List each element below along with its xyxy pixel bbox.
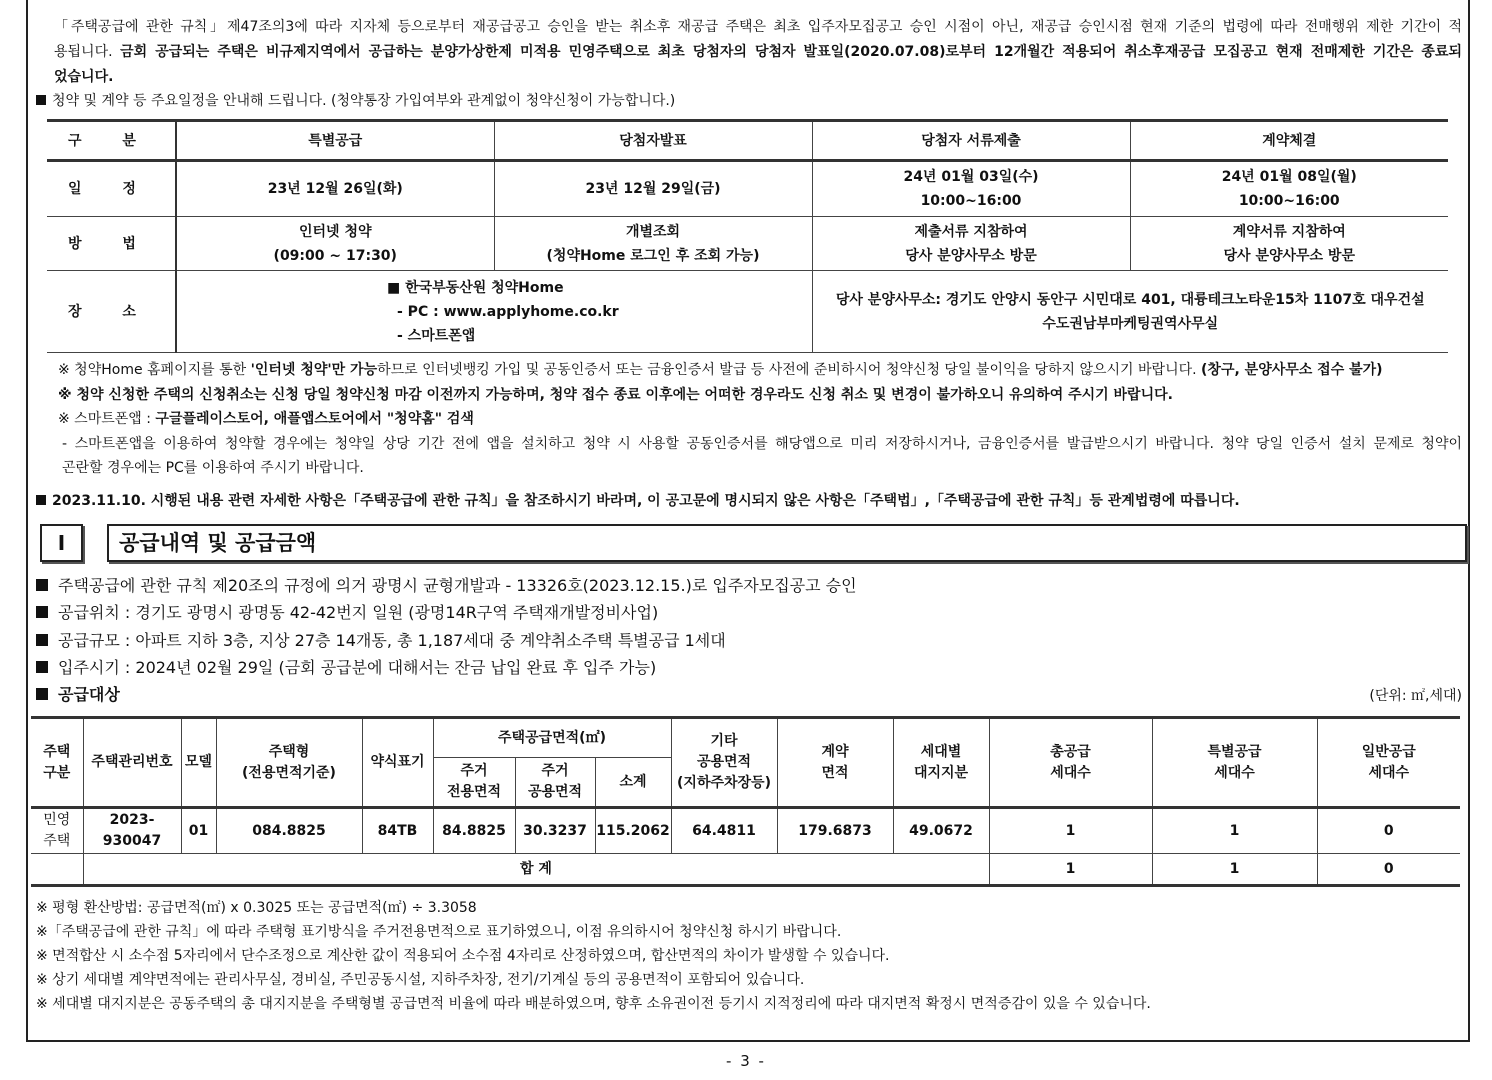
supply-table [31,716,1460,887]
bullet-square-icon [36,95,46,105]
note-smartphone: ※ 스마트폰앱 : 구글플레이스토어, 애플앱스토어에서 "청약홈" 검색 [58,411,474,427]
cell-land-share: 49.0672 [893,808,989,854]
note-app-line-1: - 스마트폰앱을 이용하여 청약할 경우에는 청약일 상당 기간 전에 앱을 설치하고 청약 시 사용할 공동인증서를 해당앱으로 미리 저장하시거나, 금융인증서를 발급받으시기 바랍니다. 청약 당일 인증서 설치 문제로 청약이 [62,436,1462,452]
schedule-cell: 인터넷 청약 (09:00 ~ 17:30) [176,217,494,271]
header-contract-area: 계약 면적 [777,718,893,808]
section-title: 공급내역 및 공급금액 [107,524,1467,562]
table-sum-row [31,854,1460,886]
unit-label: (단위: ㎡,세대) [1369,688,1462,704]
sum-special-units: 1 [1152,854,1317,886]
cell-total-units: 1 [989,808,1152,854]
place-applyhome: ■ 한국부동산원 청약Home - PC : www.applyhome.co.kr - 스마트폰앱 [176,271,812,353]
cell-general-units: 0 [1317,808,1460,854]
schedule-cell: 제출서류 지참하여 당사 분양사무소 방문 [812,217,1130,271]
cell-model: 01 [181,808,216,854]
header-abbr: 약식표기 [362,718,433,808]
schedule-row-label: 장 소 [47,271,176,353]
cell-type: 민영 주택 [31,808,83,854]
intro-line-2: 용됩니다. 금회 공급되는 주택은 비규제지역에서 공급하는 분양가상한제 미적용 민영주택으로 최초 당첨자의 당첨자 발표일(2020.07.08)로부터 12개월간 적용되어 취소후재공급 모집공고 현재 전매제한 기간은 종료되 [54,44,1462,60]
header-general-units: 일반공급 세대수 [1317,718,1460,808]
cell-mgmt-no: 2023-930047 [83,808,181,854]
bullet-scale: 공급규모 : 아파트 지하 3층, 지상 27층 14개동, 총 1,187세대 중 계약취소주택 특별공급 1세대 [36,628,726,654]
bullet-approval: 주택공급에 관한 규칙 제20조의 규정에 의거 광명시 균형개발과 - 13326호(2023.12.15.)로 입주자모집공고 승인 [36,573,857,599]
schedule-row-label: 방 법 [47,217,176,271]
bullet-square-icon [36,579,48,591]
header-exclusive: 주거 전용면적 [433,758,515,808]
schedule-cell: 23년 12월 26일(화) [176,161,494,217]
note-contract-area: ※ 상기 세대별 계약면적에는 관리사무실, 경비실, 주민공동시설, 지하주차장, 전기/기계실 등의 공용면적이 포함되어 있습니다. [36,972,805,988]
table-row [31,808,1460,854]
sum-general-units: 0 [1317,854,1460,886]
law-note: 2023.11.10. 시행된 내용 관련 자세한 사항은「주택공급에 관한 규칙」을 참조하시기 바라며, 이 공고문에 명시되지 않은 사항은「주택법」,「주택공급에 관한 규칙」등 관계법령에 따릅니다. [36,489,1240,514]
header-special-units: 특별공급 세대수 [1152,718,1317,808]
page-number: - 3 - [726,1052,766,1070]
schedule-header: 계약체결 [1130,121,1448,161]
header-model: 모델 [181,718,216,808]
bullet-location: 공급위치 : 경기도 광명시 광명동 42-42번지 일원 (광명14R구역 주택재개발정비사업) [36,600,658,626]
schedule-cell: 24년 01월 08일(월) 10:00~16:00 [1130,161,1448,217]
cell-housing-type: 084.8825 [216,808,362,854]
header-mgmt-no: 주택관리번호 [83,718,181,808]
header-subtotal: 소계 [595,758,671,808]
note-land-share: ※ 세대별 대지지분은 공동주택의 총 대지지분을 주택형별 공급면적 비율에 따라 배분하였으며, 향후 소유권이전 등기시 지적정리에 따라 대지면적 확정시 면적증감이 있을 수 있습니다. [36,996,1151,1012]
cell-empty [31,854,83,886]
cell-exclusive: 84.8825 [433,808,515,854]
cell-subtotal: 115.2062 [595,808,671,854]
header-total-units: 총공급 세대수 [989,718,1152,808]
note-rounding: ※ 면적합산 시 소수점 5자리에서 단수조정으로 계산한 값이 적용되어 소수점 4자리로 산정하였으며, 합산면적의 차이가 발생할 수 있습니다. [36,948,890,964]
cell-common: 30.3237 [515,808,595,854]
note-cancel: ※ 청약 신청한 주택의 신청취소는 신청 당일 청약신청 마감 이전까지 가능하며, 청약 접수 종료 이후에는 어떠한 경우라도 신청 취소 및 변경이 불가하오니 유의하여 주시기 바랍니다. [58,387,1173,403]
bullet-square-icon [36,661,48,673]
header-common: 주거 공용면적 [515,758,595,808]
schedule-header: 구 분 [47,121,176,161]
intro-line-1: 「주택공급에 관한 규칙」제47조의3에 따라 지자체 등으로부터 재공급공고 승인을 받는 취소후 재공급 주택은 최초 입주자모집공고 승인 시점이 아닌, 재공급 승인시점 현재 기준의 법령에 따라 전매행위 제한 기간이 적 [54,19,1462,35]
schedule-header: 당첨자발표 [494,121,812,161]
schedule-row-label: 일 정 [47,161,176,217]
schedule-cell: 계약서류 지참하여 당사 분양사무소 방문 [1130,217,1448,271]
schedule-note: 청약 및 계약 등 주요일정을 안내해 드립니다. (청약통장 가입여부와 관계없이 청약신청이 가능합니다.) [36,89,675,114]
sum-label: 합 계 [83,854,989,886]
note-pyeong: ※ 평형 환산방법: 공급면적(㎡) x 0.3025 또는 공급면적(㎡) ÷ 3.3058 [36,900,477,916]
bullet-square-icon [36,634,48,646]
note-app-line-2: 곤란할 경우에는 PC를 이용하여 주시기 바랍니다. [62,460,364,476]
schedule-header: 당첨자 서류제출 [812,121,1130,161]
supply-target-title: 공급대상 [36,682,120,708]
section-number: I [40,524,83,562]
note-internet-only: ※ 청약Home 홈페이지를 통한 '인터넷 청약'만 가능하므로 인터넷뱅킹 가입 및 공동인증서 또는 금융인증서 발급 등 사전에 준비하시어 청약신청 당일 불이익을 당하지 않으시기 바랍니다. (창구, 분양사무소 접수 불가) [58,362,1383,378]
header-housing-type: 주택형 (전용면적기준) [216,718,362,808]
header-other-common: 기타 공용면적 (지하주차장등) [671,718,777,808]
bullet-square-icon [36,606,48,618]
header-area-group: 주택공급면적(㎡) [433,718,671,758]
intro-line-3: 었습니다. [54,69,114,85]
schedule-cell: 24년 01월 03일(수) 10:00~16:00 [812,161,1130,217]
cell-other-common: 64.4811 [671,808,777,854]
schedule-cell: 23년 12월 29일(금) [494,161,812,217]
cell-special-units: 1 [1152,808,1317,854]
schedule-cell: 개별조회 (청약Home 로그인 후 조회 가능) [494,217,812,271]
header-land-share: 세대별 대지지분 [893,718,989,808]
sum-total-units: 1 [989,854,1152,886]
bullet-square-icon [36,688,48,700]
bullet-square-icon [36,495,46,505]
bullet-movein: 입주시기 : 2024년 02월 29일 (금회 공급분에 대해서는 잔금 납입 완료 후 입주 가능) [36,655,656,681]
cell-contract-area: 179.6873 [777,808,893,854]
header-type: 주택 구분 [31,718,83,808]
schedule-header: 특별공급 [176,121,494,161]
cell-abbr: 84TB [362,808,433,854]
schedule-table [47,119,1448,353]
place-sales-office: 당사 분양사무소: 경기도 안양시 동안구 시민대로 401, 대륭테크노타운15차 1107호 대우건설 수도권남부마케팅권역사무실 [812,271,1448,353]
note-housing-type: ※「주택공급에 관한 규칙」에 따라 주택형 표기방식을 주거전용면적으로 표기하였으니, 이점 유의하시어 청약신청 하시기 바랍니다. [36,924,842,940]
